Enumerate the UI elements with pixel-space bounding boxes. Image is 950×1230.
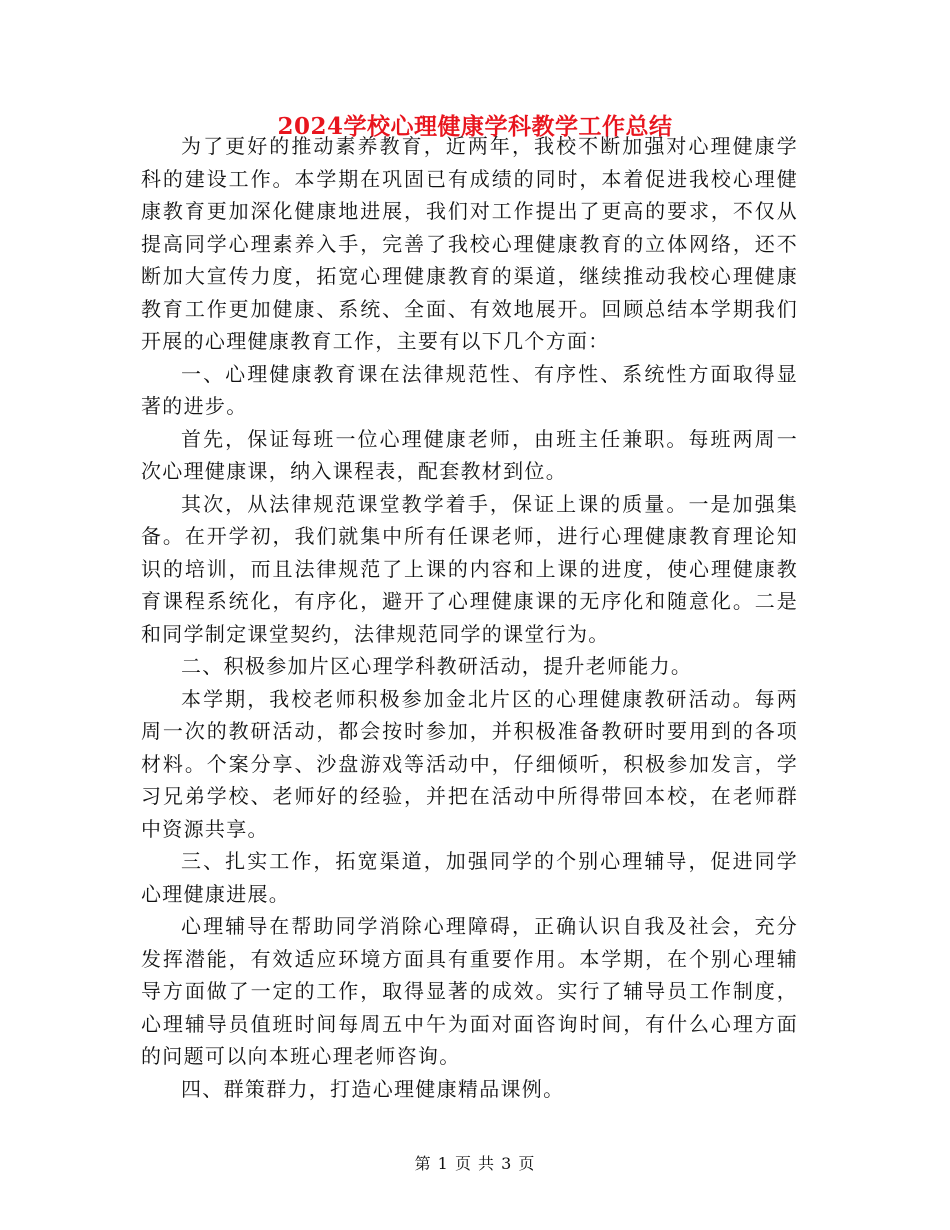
section-heading-2: 二、积极参加片区心理学科教研活动，提升老师能力。 xyxy=(181,654,693,678)
body-paragraph: 本学期，我校老师积极参加金北片区的心理健康教研活动。每两周一次的教研活动，都会按时参加，并积极准备教研时要用到的各项材料。个案分享、沙盘游戏等活动中，仔细倾听，积极参加发言，学习兄弟学校、老师好的经验，并把在活动中所得带回本校，在老师群中资源共享。 xyxy=(141,686,798,841)
section-heading-4: 四、群策群力，打造心理健康精品课例。 xyxy=(181,1076,565,1101)
intro-paragraph: 为了更好的推动素养教育，近两年，我校不断加强对心理健康学科的建设工作。本学期在巩固已有成绩的同时，本着促进我校心理健康教育更加深化健康地进展，我们对工作提出了更高的要求，不仅从提高同学心理素养入手，完善了我校心理健康教育的立体网络，还不断加大宣传力度，拓宽心理健康教育的渠道，继续推动我校心理健康教育工作更加健康、系统、全面、有效地展开。回顾总结本学期我们开展的心理健康教育工作，主要有以下几个方面： xyxy=(141,134,798,353)
document-title: 2024学校心理健康学科教学工作总结 xyxy=(277,113,673,140)
body-paragraph: 其次，从法律规范课堂教学着手，保证上课的质量。一是加强集备。在开学初，我们就集中所有任课老师，进行心理健康教育理论知识的培训，而且法律规范了上课的内容和上课的进度，使心理健康教育课程系统化，有序化，避开了心理健康课的无序化和随意化。二是和同学制定课堂契约，法律规范同学的课堂行为。 xyxy=(141,491,798,646)
section-heading-1: 一、心理健康教育课在法律规范性、有序性、系统性方面取得显著的进步。 xyxy=(141,361,798,418)
body-paragraph: 心理辅导在帮助同学消除心理障碍，正确认识自我及社会，充分发挥潜能，有效适应环境方面具有重要作用。本学期，在个别心理辅导方面做了一定的工作，取得显著的成效。实行了辅导员工作制度，心理辅导员值班时间每周五中午为面对面咨询时间，有什么心理方面的问题可以向本班心理老师咨询。 xyxy=(141,914,798,1068)
body-paragraph: 首先，保证每班一位心理健康老师，由班主任兼职。每班两周一次心理健康课，纳入课程表，配套教材到位。 xyxy=(141,426,798,483)
document-body xyxy=(141,130,798,1105)
page-number-footer: 第 1 页 共 3 页 xyxy=(414,1154,536,1173)
section-heading-3: 三、扎实工作，拓宽渠道，加强同学的个别心理辅导，促进同学心理健康进展。 xyxy=(141,849,798,906)
